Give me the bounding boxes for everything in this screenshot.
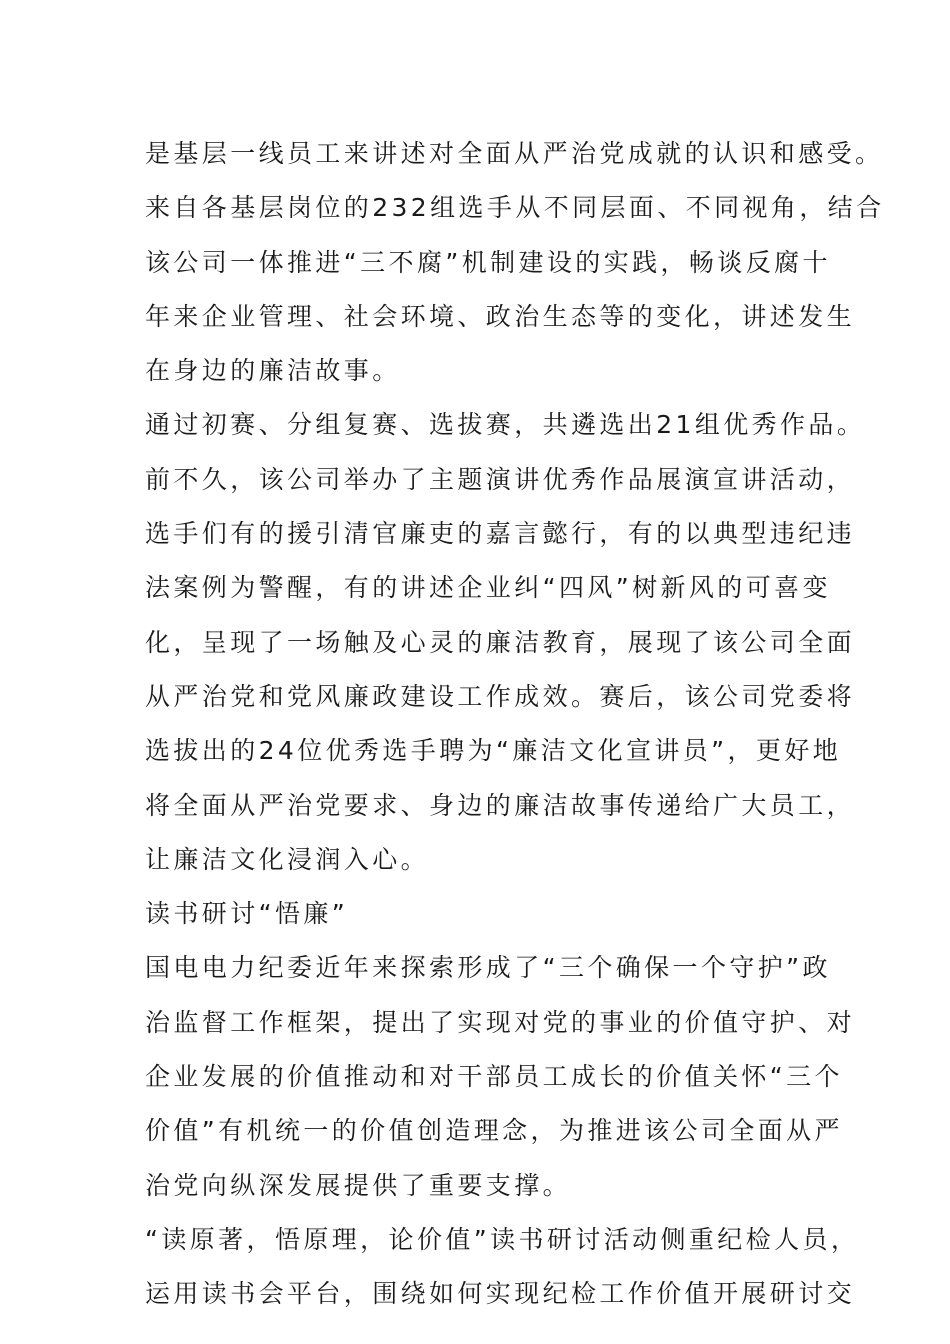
text-line: 前不久，该公司举办了主题演讲优秀作品展演宣讲活动， xyxy=(145,464,856,494)
text-line: 在身边的廉洁故事。 xyxy=(145,356,401,386)
section-heading: 读书研讨“悟廉” xyxy=(145,899,349,929)
text-line: 通过初赛、分组复赛、选拔赛，共遴选出21组优秀作品。 xyxy=(145,410,866,440)
text-line: 让廉洁文化浸润入心。 xyxy=(145,844,430,874)
text-line: 是基层一线员工来讲述对全面从严治党成就的认识和感受。 xyxy=(145,139,884,168)
text-line: “读原著，悟原理，论价值”读书研讨活动侧重纪检人员， xyxy=(145,1224,860,1254)
text-line: 选手们有的援引清官廉吏的嘉言懿行，有的以典型违纪违 xyxy=(145,519,856,549)
text-line: 该公司一体推进“三不腐”机制建设的实践，畅谈反腐十 xyxy=(145,247,831,277)
text-line: 运用读书会平台，围绕如何实现纪检工作价值开展研讨交 xyxy=(145,1279,856,1309)
text-line: 选拔出的24位优秀选手聘为“廉洁文化宣讲员”，更好地 xyxy=(145,736,842,766)
text-line: 化，呈现了一场触及心灵的廉洁教育，展现了该公司全面 xyxy=(145,627,856,657)
text-line: 来自各基层岗位的232组选手从不同层面、不同视角，结合 xyxy=(145,193,885,223)
text-line: 从严治党和党风廉政建设工作成效。赛后，该公司党委将 xyxy=(145,681,856,711)
text-line: 将全面从严治党要求、身边的廉洁故事传递给广大员工， xyxy=(145,790,856,820)
body-text xyxy=(145,127,885,1322)
text-line: 治监督工作框架，提出了实现对党的事业的价值守护、对 xyxy=(145,1007,856,1037)
text-line: 价值”有机统一的价值创造理念，为推进该公司全面从严 xyxy=(145,1116,843,1146)
text-line: 企业发展的价值推动和对干部员工成长的价值关怀“三个 xyxy=(145,1062,843,1092)
text-line: 年来企业管理、社会环境、政治生态等的变化，讲述发生 xyxy=(145,301,856,331)
text-line: 治党向纵深发展提供了重要支撑。 xyxy=(145,1170,572,1200)
text-line: 法案例为警醒，有的讲述企业纠“四风”树新风的可喜变 xyxy=(145,573,831,603)
text-line: 国电电力纪委近年来探索形成了“三个确保一个守护”政 xyxy=(145,953,831,983)
